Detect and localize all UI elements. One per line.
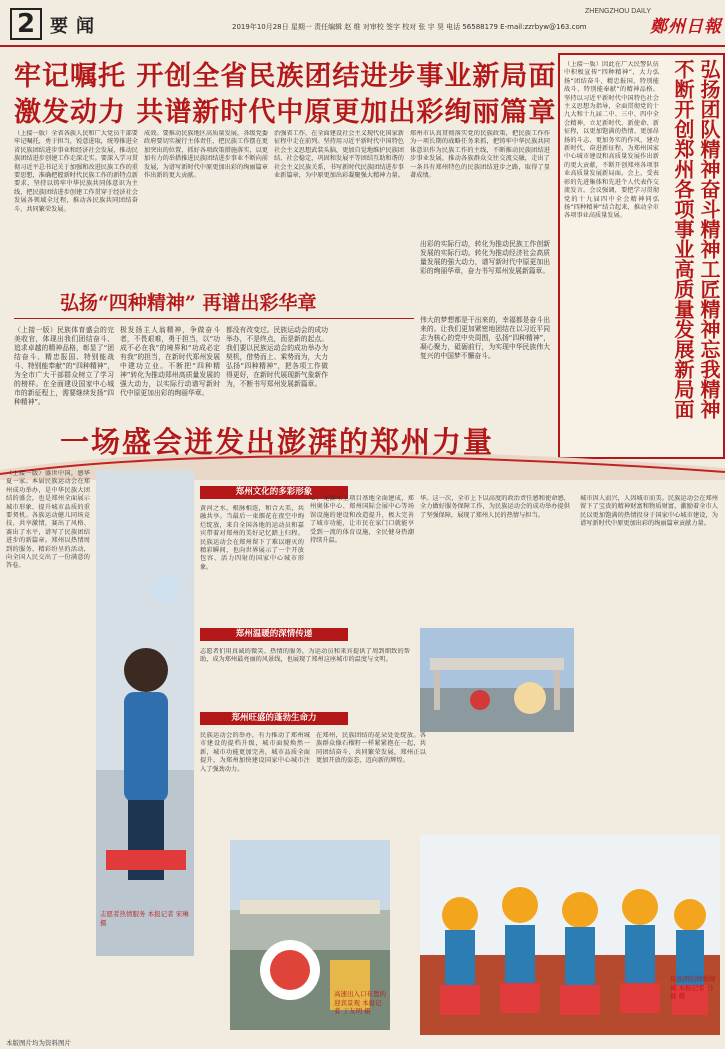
photo-source-note: 本版图片均为资料图片: [6, 1039, 71, 1047]
story3-subheading-2: 郑州温暖的深情传递: [200, 628, 348, 641]
photo-highway-entrance-caption: 高速出入口布置的迎宾景观 本报记者 丁友明 摄: [334, 990, 386, 1015]
story3-column-4: 华。这一次，全市上下以高度的政治责任感和使命感，全力做好服务保障工作，为民族运动会的成功举办提供了坚强保障，展现了郑州人民的热情与担当。: [420, 495, 570, 519]
story2-column-1: （上接一版）民族体育盛会的完美收官，体现出我们团结奋斗、追求卓越的精神品格，彰显了“团结奋斗、精忠报国、特别能战斗、特别能奉献”的“四种精神”，为全市广大干部群众树立了学习的榜样。在全面建设国家中心城市的新征程上，需要继续发扬“四种精神”。: [14, 326, 114, 406]
story2-rule: [14, 318, 414, 319]
story1-column-4: 郑州市认真贯彻落实党的民族政策，把民族工作作为一项长期的战略任务来抓，把铸牢中华民族共同体意识作为民族工作的主线，不断推动民族团结进步事业发展，推动各族群众交往交流交融，走出了一条具有郑州特色的民族团结进步之路，取得了显著成绩。: [410, 130, 550, 180]
section-label: 要闻: [50, 16, 102, 37]
story2-column-5: 伟大的梦想都是干出来的，幸福都是奋斗出来的。让我们更加紧密地团结在以习近平同志为核心的党中央周围，弘扬“四种精神”，凝心聚力，砥砺前行，为实现中华民族伟大复兴的中国梦不懈奋斗。: [420, 316, 550, 360]
photo-ethnic-dancers: [420, 835, 720, 1035]
story3-column-7: 在郑州，民族团结的花朵处处绽放。各族群众像石榴籽一样紧紧抱在一起，共同团结奋斗、共同繁荣发展，郑州正以更加开放的姿态，迈向新的辉煌。: [316, 732, 426, 765]
story1-headline-line2: 激发动力 共谱新时代中原更加出彩绚丽篇章: [14, 97, 557, 128]
story1-column-3: 治强省工作，在全面建设社会主义现代化国家新征程中走在前列。坚持用习近平新时代中国特色社会主义思想武装头脑，更加自觉地维护民族团结、社会稳定，巩固和发展平等团结互助和谐的社会主义民族关系，书写新时代民族团结进步事业新篇章，为中原更加出彩凝聚强大精神力量。: [274, 130, 404, 180]
story3-column-1: （上接一版）盛世中国，感华夏一家。本届民族运动会在郑州成功举办，是中华民族大团结的盛会，也是郑州全面展示城市形象、提升城市品质的重要契机。各族运动健儿同场竞技、共享激情，赛出了风格、赛出了水平，谱写了民族团结进步的新篇章。郑州以热情周到的服务、精彩纷呈的活动，向全国人民交出了一份满意的答卷。: [6, 470, 90, 570]
story3-headline: 一场盛会迸发出澎湃的郑州力量: [60, 425, 495, 459]
date-line: 2019年10月28日 星期一 责任编辑 赵 维 对审校 签字 校对 张 宇 昊 电话 56588179 E-mail:zzrbyw@163.com: [232, 23, 587, 31]
story3-column-5: 志愿者们用真诚的微笑、热情的服务，为运动员和来宾提供了周到细致的帮助，成为郑州最亮丽的风景线，也展现了郑州这座城市的温度与文明。: [200, 648, 410, 664]
masthead-logo: 鄭州日報: [650, 17, 722, 37]
story2-column-4: 出彩的实际行动，转化为推动民族工作创新发展的实际行动。转化为推动经济社会高质量发展的强大动力，谱写新时代中原更加出彩的绚丽华章，奋力书写郑州发展新篇章。: [420, 240, 550, 275]
photo-highway-entrance: [230, 840, 390, 1030]
story2-column-2: 极发扬主人翁精神，争做奋斗者，不畏艰难，勇于担当，以“功成不必在我”的境界和“功成必定有我”的担当，在新时代郑州发展中建功立业。不断把“四种精神”转化为推动郑州高质量发展的强大动力，以实际行动谱写新时代中原更加出彩的绚丽华章。: [120, 326, 220, 397]
story3-subheading-1: 郑州文化的多彩形象: [200, 486, 348, 499]
photo-volunteers-caption: 志愿者热情服务 本报记者 宋琳 摄: [100, 910, 189, 927]
story1-headline-line1: 牢记嘱托 开创全省民族团结进步事业新局面: [14, 61, 557, 92]
sidebar-story-text: （上接一版）因此在广大民警队伍中积极宣传“四种精神”，大力弘扬“团结奋斗、精忠报国、特别能战斗、特别能奉献”的精神品格。坚持以习近平新时代中国特色社会主义思想为指导，全面贯彻党的十九大和十九届二中、三中、四中全会精神，立足新时代、新使命、新征程，以更加饱满的热情、更加昂扬的斗志、更加务实的作风，建功新时代、奋进新征程，为郑州国家中心城市建设和高质量发展作出新的更大贡献，不断开创郑州各项事业高质量发展新局面。会上，受表彰的先进集体和先进个人代表作交流发言。会议强调，要把学习贯彻党的十九届四中全会精神同弘扬“四种精神”结合起来，推动全市各项事业高质量发展。: [564, 61, 659, 220]
sidebar-story-box: [558, 53, 725, 459]
story2-headline: 弘扬“四种精神” 再谱出彩华章: [60, 292, 317, 314]
story3-column-3: 心，龙湖水上项目基地全面建成，郑州奥体中心、郑州国际会展中心等场馆设施的建设和改造提升，极大完善了城市功能，让市民在家门口就能享受到一流的体育设施，全民健身热潮持续升温。: [310, 495, 414, 545]
photo-volunteers-image: [96, 470, 194, 956]
story1-column-1: （上接一版）全省各族人民和广大党员干部要牢记嘱托，勇于担当，锐意进取，统筹推进全省民族团结进步事业和经济社会发展，推动民族团结进步创建工作走深走实。要深入学习贯彻习近平总书记关于加强和改进民族工作的重要思想，准确把握新时代民族工作的新特点新要求，坚持以铸牢中华民族共同体意识为主线，把民族团结进步创建工作贯穿于经济社会发展各领域全过程，推动各民族共同团结奋斗、共同繁荣发展。: [14, 130, 138, 213]
header-rule: [0, 45, 725, 47]
photo-ethnic-dancers-caption: 民族团结情暖绿城 本报记者 马健 摄: [670, 975, 716, 1000]
story3-subheading-3: 郑州旺盛的蓬勃生命力: [200, 712, 348, 725]
photo-ethnic-dancers-image: [420, 835, 720, 1035]
photo-mascot-gate: [420, 628, 574, 732]
sidebar-story-title: [665, 59, 721, 451]
story1-column-2: 成效。要推动民族地区高质量发展，各级党委政府要切实履行主体责任，把民族工作摆在更加突出的位置，抓好各项政策措施落实，以更加有力的举措推进民族团结进步事业不断向前发展，为谱写新时代中原更加出彩的绚丽篇章作出新的更大贡献。: [144, 130, 268, 180]
story2-column-3: 都没有改变过。民族运动会的成功举办，不是终点，而是新的起点。我们要以民族运动会的成功举办为契机，借势而上、乘势而为，大力弘扬“四种精神”，把各项工作做得更好，在新时代展现新气象新作为，不断书写郑州发展新篇章。: [226, 326, 328, 388]
page-header: [0, 0, 725, 46]
story3-column-6: 民族运动会的举办，有力推动了郑州城市建设的提档升级，城市面貌焕然一新，城市功能更加完善，城市品质全面提升，为郑州加快建设国家中心城市注入了强劲动力。: [200, 732, 310, 773]
story3-column-2: 黄河之水，根脉相连，和合大美，共融共享。当最后一束烟花在夜空中绚烂绽放，来自全国各地的运动员和嘉宾带着对郑州的美好记忆踏上归程。民族运动会在郑州留下了难以磨灭的精彩瞬间，也向世界展示了一个开放包容、活力四射的国家中心城市形象。: [200, 505, 304, 571]
photo-volunteers: [96, 470, 194, 956]
sidebar-title-column-1: 弘扬团队精神奋斗精神工匠精神忘我精神: [697, 59, 721, 419]
page-number: 2: [10, 8, 42, 40]
story3-column-8: 城市因人而兴，人因城市而美。民族运动会在郑州留下了宝贵的精神财富和物质财富，激励着全市人民以更加饱满的热情投身于国家中心城市建设，为谱写新时代中原更加出彩的绚丽篇章贡献力量。: [580, 495, 718, 528]
sidebar-title-column-2: 不断开创郑州各项事业高质量发展新局面: [671, 59, 695, 419]
english-name: ZHENGZHOU DAILY: [585, 8, 651, 15]
photo-mascot-gate-image: [420, 628, 574, 732]
